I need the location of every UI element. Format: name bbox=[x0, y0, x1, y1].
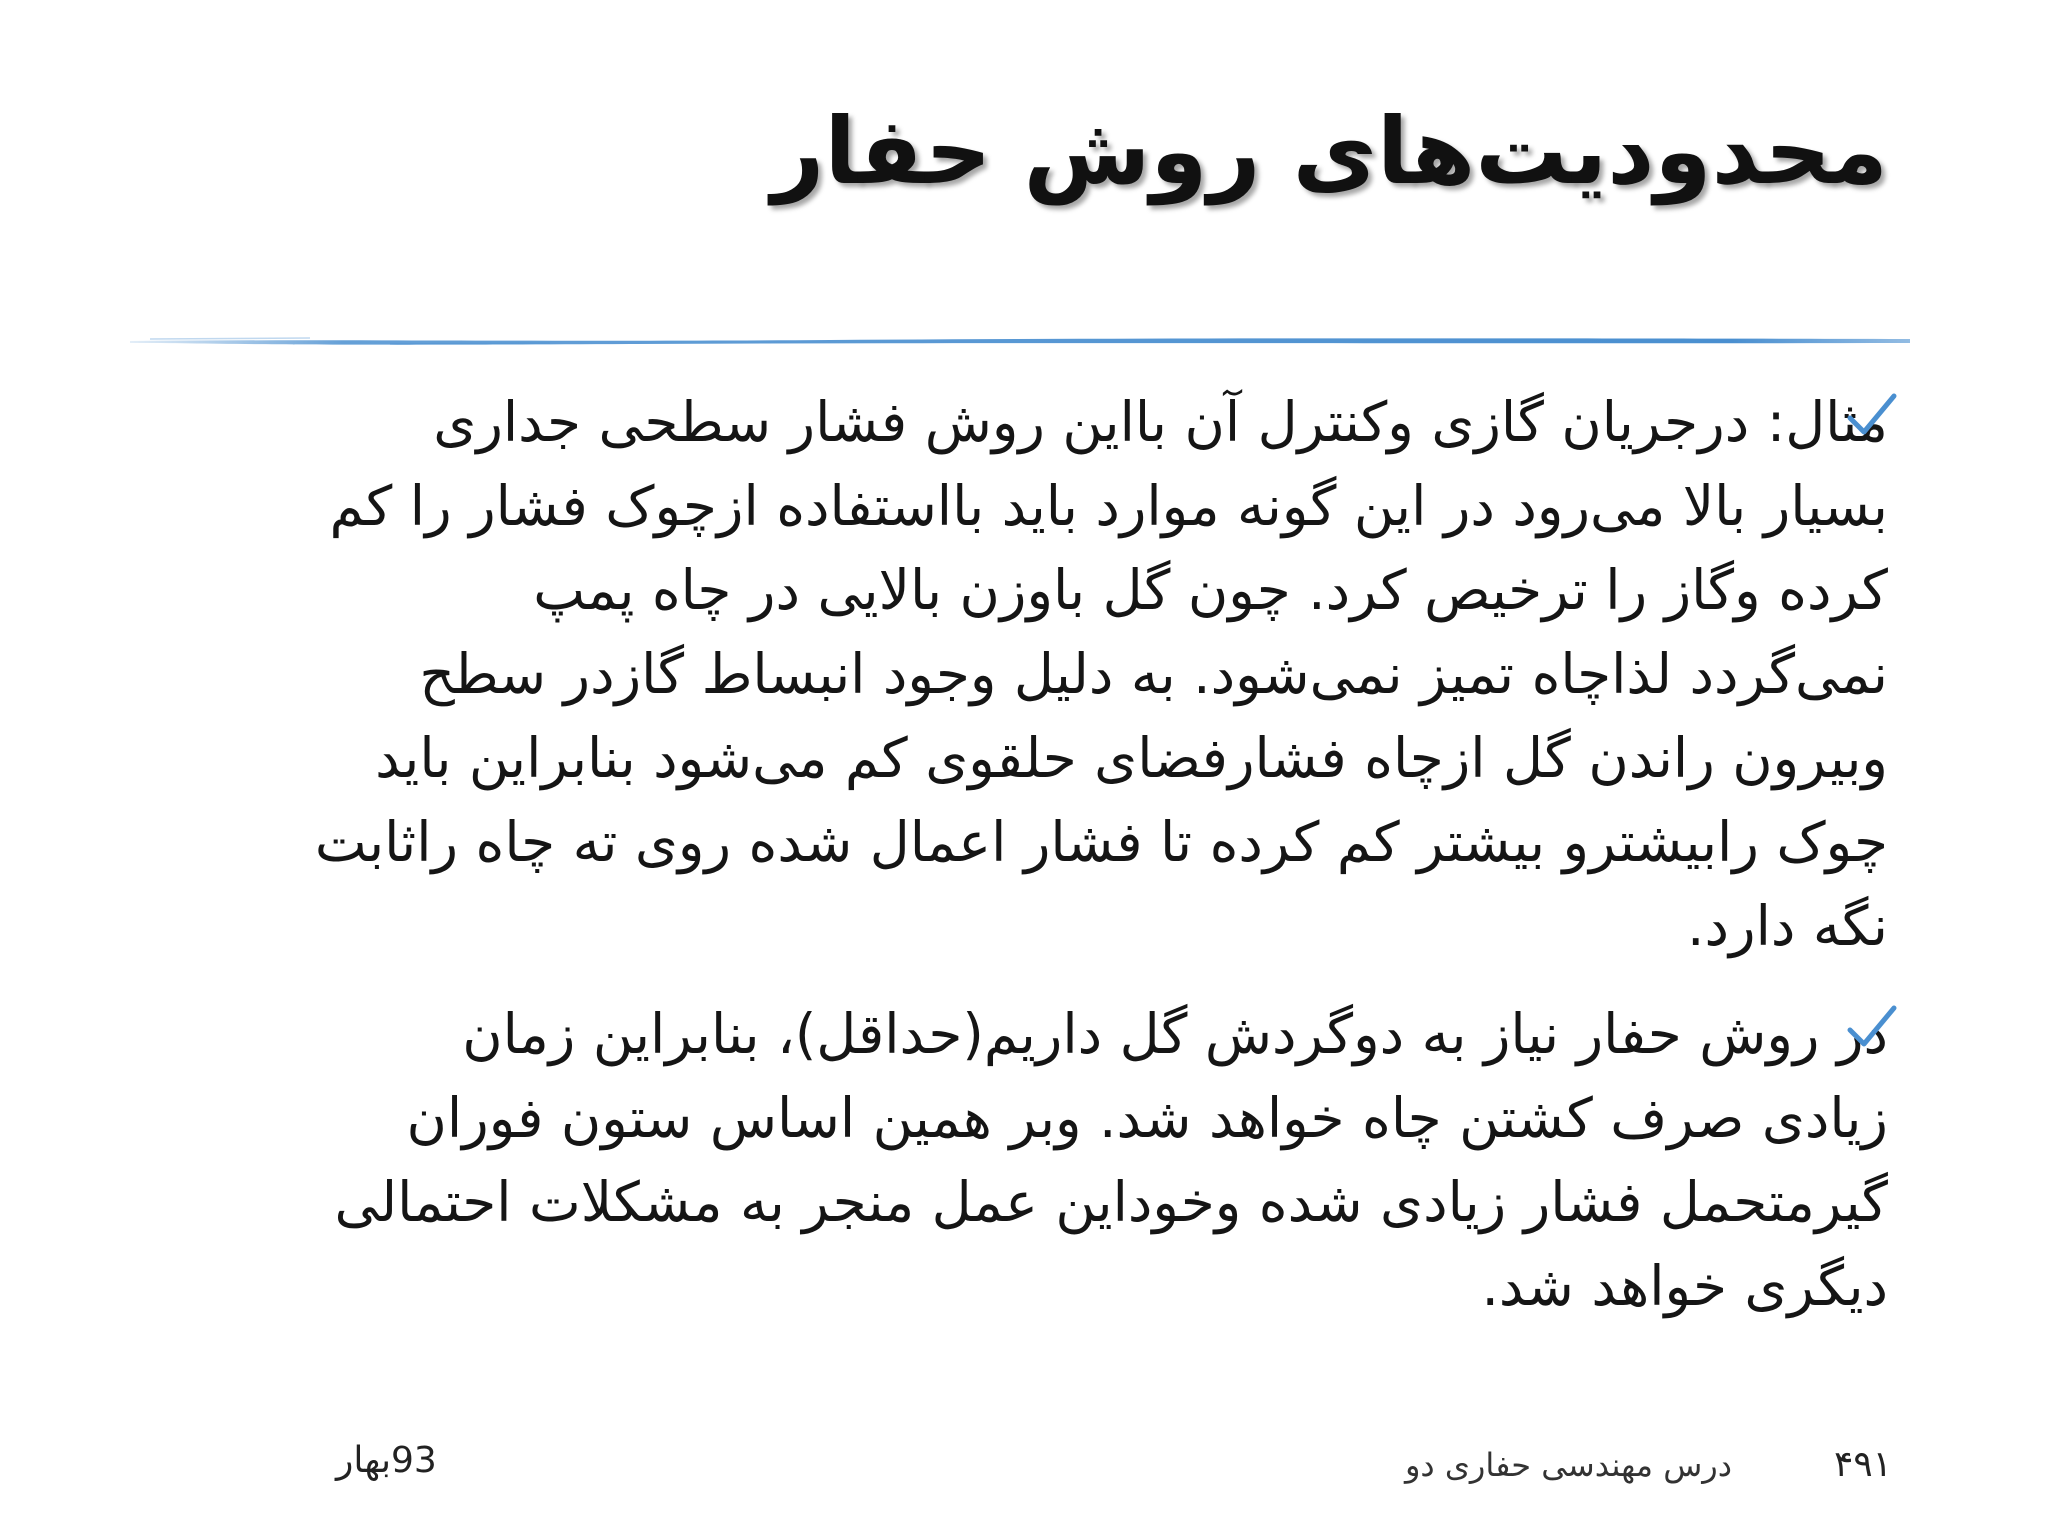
bullet-line: وبیرون راندن گل ازچاه فشارفضای حلقوی کم می‌شود بنابراین باید bbox=[375, 726, 1888, 790]
bullet-item bbox=[128, 992, 1888, 1328]
bullet-text bbox=[228, 380, 1888, 968]
bullet-line: زیادی صرف کشتن چاه خواهد شد. وبر همین اساس ستون فوران bbox=[406, 1086, 1888, 1150]
bullet-text bbox=[228, 992, 1888, 1328]
bullet-line: کرده وگاز را ترخیص کرد. چون گل باوزن بالایی در چاه پمپ bbox=[533, 558, 1888, 622]
slide-content bbox=[128, 380, 1888, 1352]
bullet-line: چوک رابیشترو بیشتر کم کرده تا فشار اعمال شده روی ته چاه راثابت bbox=[314, 810, 1888, 874]
slide-title: محدودیت‌های روش حفار bbox=[771, 98, 1888, 205]
title-divider bbox=[130, 330, 1910, 350]
bullet-item bbox=[128, 380, 1888, 968]
bullet-line: در روش حفار نیاز به دوگردش گل داریم(حداقل)، بنابراین زمان bbox=[462, 1002, 1888, 1066]
footer-page-number: ۴۹۱ bbox=[1833, 1444, 1892, 1485]
check-icon bbox=[1844, 1000, 1900, 1056]
bullet-line: نمی‌گردد لذاچاه تمیز نمی‌شود. به دلیل وجود انبساط گازدر سطح bbox=[419, 642, 1888, 706]
bullet-line: نگه دارد. bbox=[1687, 894, 1888, 958]
bullet-line: گیرمتحمل فشار زیادی شده وخوداین عمل منجر به مشکلات احتمالی bbox=[334, 1170, 1888, 1234]
check-icon bbox=[1844, 388, 1900, 444]
slide-footer bbox=[0, 1440, 2048, 1500]
footer-course-name: درس مهندسی حفاری دو bbox=[1404, 1446, 1732, 1484]
bullet-line: دیگری خواهد شد. bbox=[1481, 1254, 1888, 1318]
footer-date: 93بهار bbox=[336, 1440, 437, 1481]
bullet-line: بسیار بالا می‌رود در این گونه موارد باید بااستفاده ازچوک فشار را کم bbox=[329, 474, 1888, 538]
bullet-line: مثال: درجریان گازی وکنترل آن بااین روش فشار سطحی جداری bbox=[433, 390, 1888, 454]
